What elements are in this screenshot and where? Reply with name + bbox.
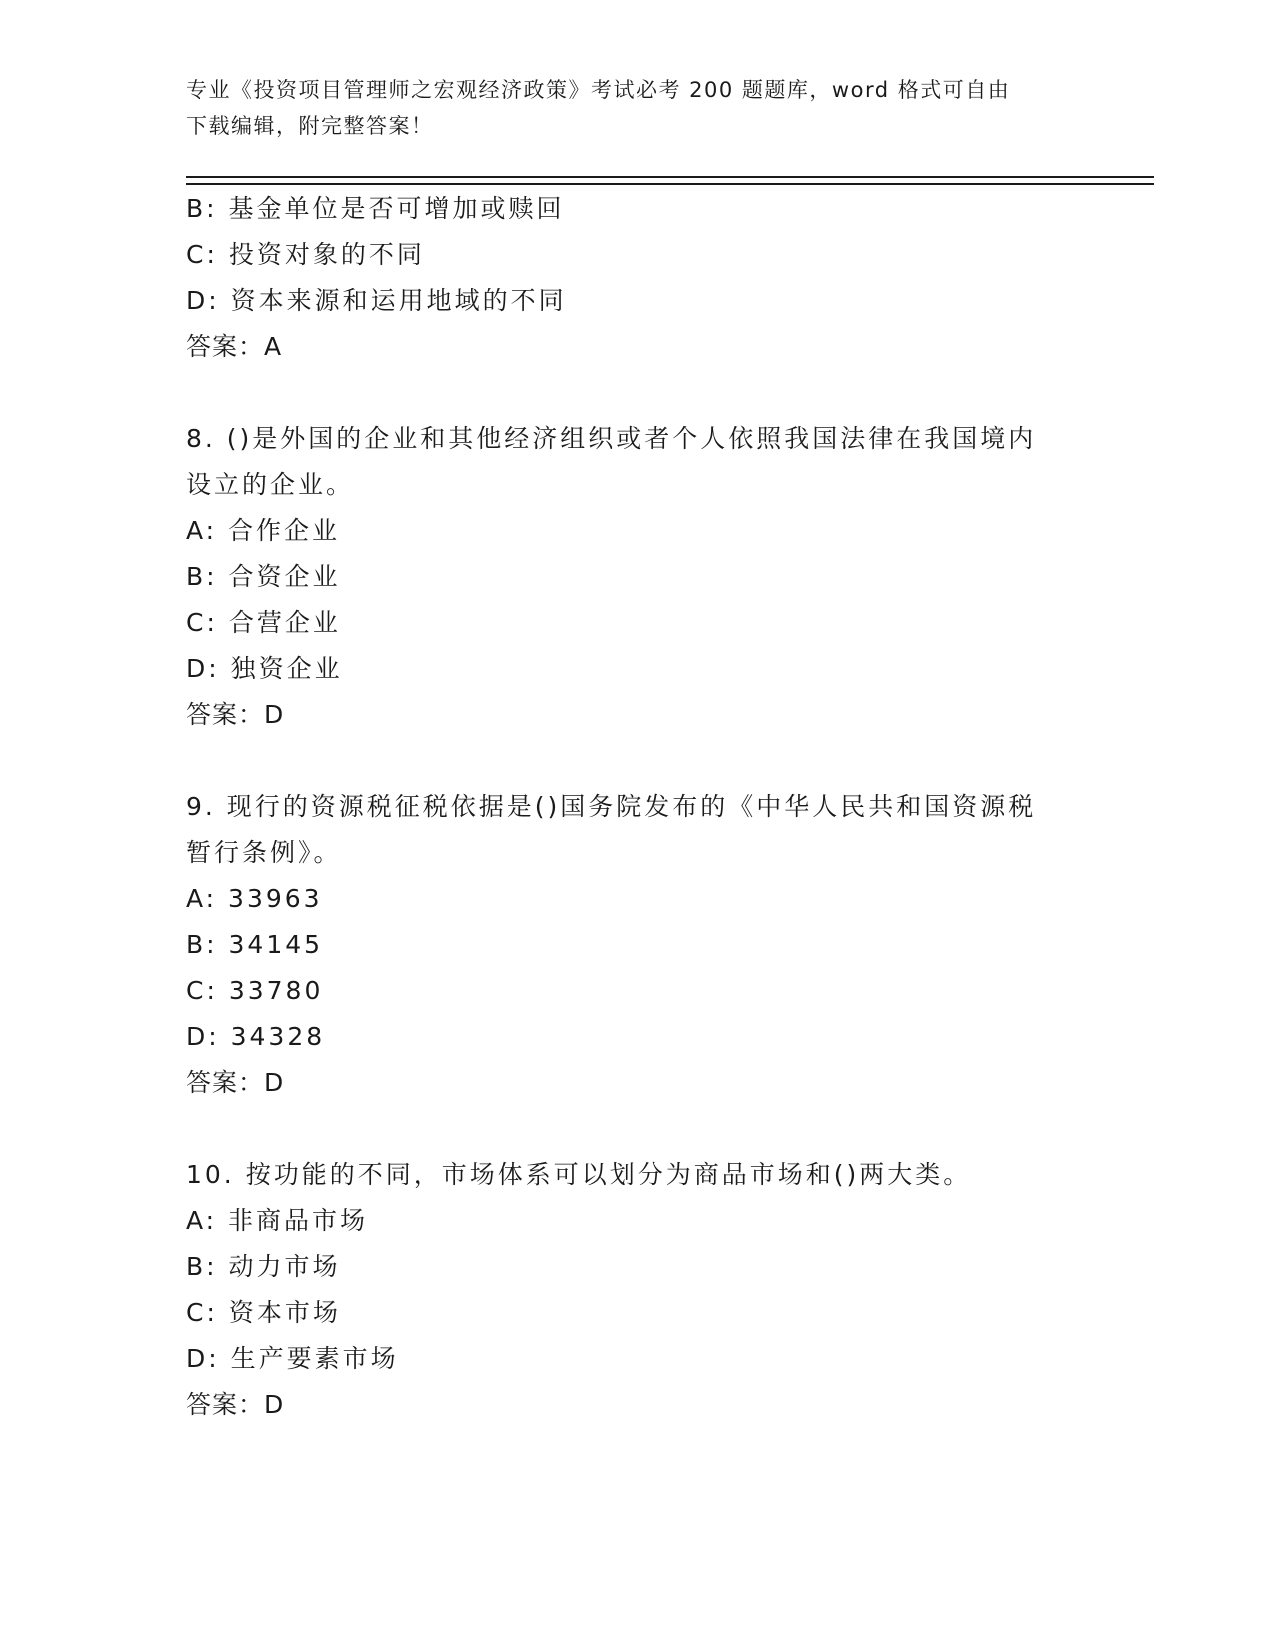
option-d: D: 生产要素市场: [186, 1344, 399, 1373]
option-d: D: 资本来源和运用地域的不同: [186, 286, 567, 315]
question-8: [186, 416, 1086, 738]
question-stem: 10. 按功能的不同，市场体系可以划分为商品市场和()两大类。: [186, 1160, 972, 1189]
option-b: B: 动力市场: [186, 1252, 341, 1281]
header-rule-top: [186, 176, 1154, 178]
question-10: [186, 1152, 1086, 1428]
question-stem-continued: 暂行条例》。: [186, 838, 342, 867]
option-d: D: 独资企业: [186, 654, 343, 683]
option-c: C: 合营企业: [186, 608, 341, 637]
answer-line: 答案：D: [186, 700, 285, 729]
spacer: [186, 1106, 1086, 1152]
option-a: A: 33963: [186, 884, 323, 913]
question-7: [186, 186, 1086, 370]
spacer: [186, 738, 1086, 784]
option-d: D: 34328: [186, 1022, 326, 1051]
option-c: C: 投资对象的不同: [186, 240, 425, 269]
spacer: [186, 370, 1086, 416]
question-9: [186, 784, 1086, 1106]
option-b: B: 基金单位是否可增加或赎回: [186, 194, 565, 223]
option-a: A: 非商品市场: [186, 1206, 369, 1235]
option-b: B: 合资企业: [186, 562, 341, 591]
option-c: C: 33780: [186, 976, 324, 1005]
question-stem-continued: 设立的企业。: [186, 470, 355, 499]
option-c: C: 资本市场: [186, 1298, 341, 1327]
answer-line: 答案：D: [186, 1390, 285, 1419]
question-list: [186, 186, 1086, 1428]
question-stem: 9. 现行的资源税征税依据是()国务院发布的《中华人民共和国资源税: [186, 792, 1037, 821]
question-stem: 8. ()是外国的企业和其他经济组织或者个人依照我国法律在我国境内: [186, 424, 1037, 453]
header-line-2: 下载编辑，附完整答案！: [186, 114, 434, 138]
answer-line: 答案：D: [186, 1068, 285, 1097]
option-b: B: 34145: [186, 930, 324, 959]
document-header: [186, 72, 1086, 144]
answer-line: 答案：A: [186, 332, 283, 361]
option-a: A: 合作企业: [186, 516, 341, 545]
header-rule-bottom: [186, 183, 1154, 185]
header-line-1: 专业《投资项目管理师之宏观经济政策》考试必考 200 题题库，word 格式可自由: [186, 78, 1011, 102]
